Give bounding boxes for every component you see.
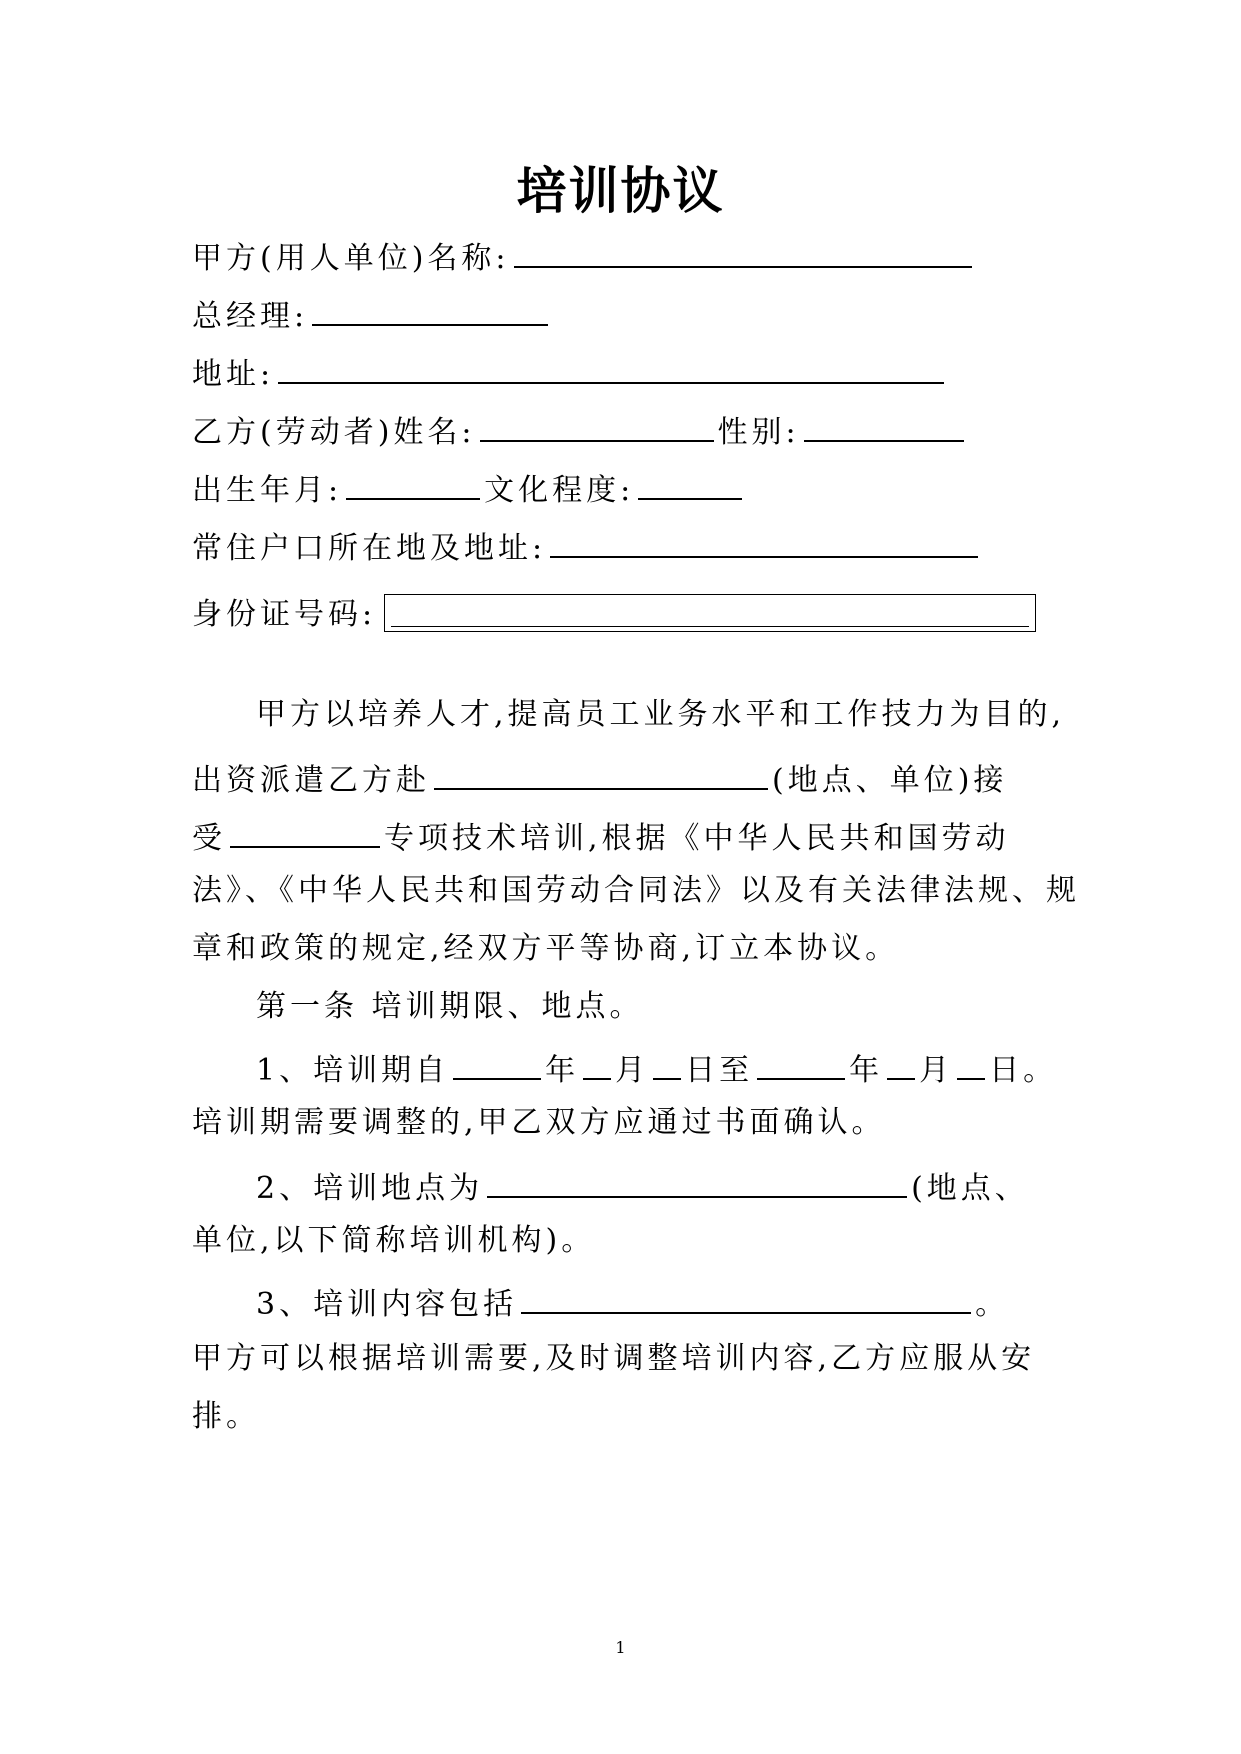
- paragraph-1-line-3: [192, 818, 1052, 854]
- item-3-line-2: 甲方可以根据培训需要,及时调整培训内容,乙方应服从安: [192, 1341, 1036, 1376]
- training-location-blank[interactable]: [434, 760, 768, 790]
- birth-row: [192, 470, 746, 506]
- month-label: 月: [615, 1053, 650, 1088]
- paragraph-1-line-4: 法》、《中华人民共和国劳动合同法》以及有关法律法规、规: [192, 873, 1080, 908]
- year-label-2: 年: [849, 1053, 884, 1088]
- gender-label: 性别:: [717, 415, 800, 450]
- end-month-blank[interactable]: [887, 1050, 915, 1080]
- residence-blank[interactable]: [550, 528, 978, 558]
- id-number-box[interactable]: [384, 594, 1036, 632]
- article-1-heading: 第一条 培训期限、地点。: [256, 989, 644, 1024]
- item-3-line-1: [256, 1284, 1116, 1320]
- birth-label: 出生年月:: [192, 473, 343, 508]
- id-row: [192, 586, 1036, 630]
- receive-label: 受: [192, 821, 226, 856]
- end-day-blank[interactable]: [957, 1050, 985, 1080]
- gender-blank[interactable]: [804, 412, 964, 442]
- item-1-label: 1、培训期自: [256, 1053, 450, 1088]
- paragraph-1-line-5: 章和政策的规定,经双方平等协商,订立本协议。: [192, 931, 900, 966]
- party-b-label: 乙方(劳动者)姓名:: [192, 415, 476, 450]
- education-label: 文化程度:: [484, 473, 635, 508]
- item-3-period: 。: [975, 1287, 1010, 1322]
- address-label: 地址:: [192, 357, 275, 392]
- item-1-line-1: [256, 1050, 1116, 1086]
- party-b-row: [192, 412, 968, 448]
- address-row: [192, 354, 948, 390]
- education-blank[interactable]: [638, 470, 742, 500]
- item-2-line-2: 单位,以下简称培训机构)。: [192, 1223, 596, 1258]
- gm-blank[interactable]: [312, 296, 548, 326]
- page-number: 1: [615, 1638, 626, 1657]
- party-a-name-blank[interactable]: [514, 238, 972, 268]
- law-reference-text: 专项技术培训,根据《中华人民共和国劳动: [384, 821, 1010, 856]
- day-to-label: 日至: [685, 1053, 754, 1088]
- day-end-label: 日。: [989, 1053, 1058, 1088]
- start-year-blank[interactable]: [453, 1050, 541, 1080]
- gm-row: [192, 296, 552, 332]
- month-label-2: 月: [919, 1053, 954, 1088]
- address-blank[interactable]: [278, 354, 944, 384]
- item-1-line-2: 培训期需要调整的,甲乙双方应通过书面确认。: [192, 1105, 886, 1140]
- document-title: 培训协议: [516, 162, 725, 220]
- item-2-line-1: [256, 1168, 1116, 1204]
- training-site-blank[interactable]: [487, 1168, 907, 1198]
- id-label: 身份证号码:: [192, 597, 377, 632]
- party-b-name-blank[interactable]: [480, 412, 714, 442]
- item-3-line-3: 排。: [192, 1399, 260, 1434]
- paragraph-1-line-2: [192, 760, 1052, 796]
- residence-row: [192, 528, 982, 564]
- year-label: 年: [545, 1053, 580, 1088]
- gm-label: 总经理:: [192, 299, 309, 334]
- start-day-blank[interactable]: [653, 1050, 681, 1080]
- birth-blank[interactable]: [346, 470, 480, 500]
- send-to-label: 出资派遣乙方赴: [192, 763, 430, 798]
- residence-label: 常住户口所在地及地址:: [192, 531, 547, 566]
- training-subject-blank[interactable]: [230, 818, 380, 848]
- item-2-label: 2、培训地点为: [256, 1171, 484, 1206]
- location-unit-note: (地点、单位)接: [772, 763, 1008, 798]
- end-year-blank[interactable]: [757, 1050, 845, 1080]
- item-3-label: 3、培训内容包括: [256, 1287, 518, 1322]
- start-month-blank[interactable]: [583, 1050, 611, 1080]
- paragraph-1-line-1: 甲方以培养人才,提高员工业务水平和工作技力为目的,: [256, 697, 1066, 732]
- training-content-blank[interactable]: [521, 1284, 971, 1314]
- item-2-note: (地点、: [911, 1171, 1029, 1206]
- party-a-label: 甲方(用人单位)名称:: [192, 241, 510, 276]
- party-a-row: [192, 238, 976, 274]
